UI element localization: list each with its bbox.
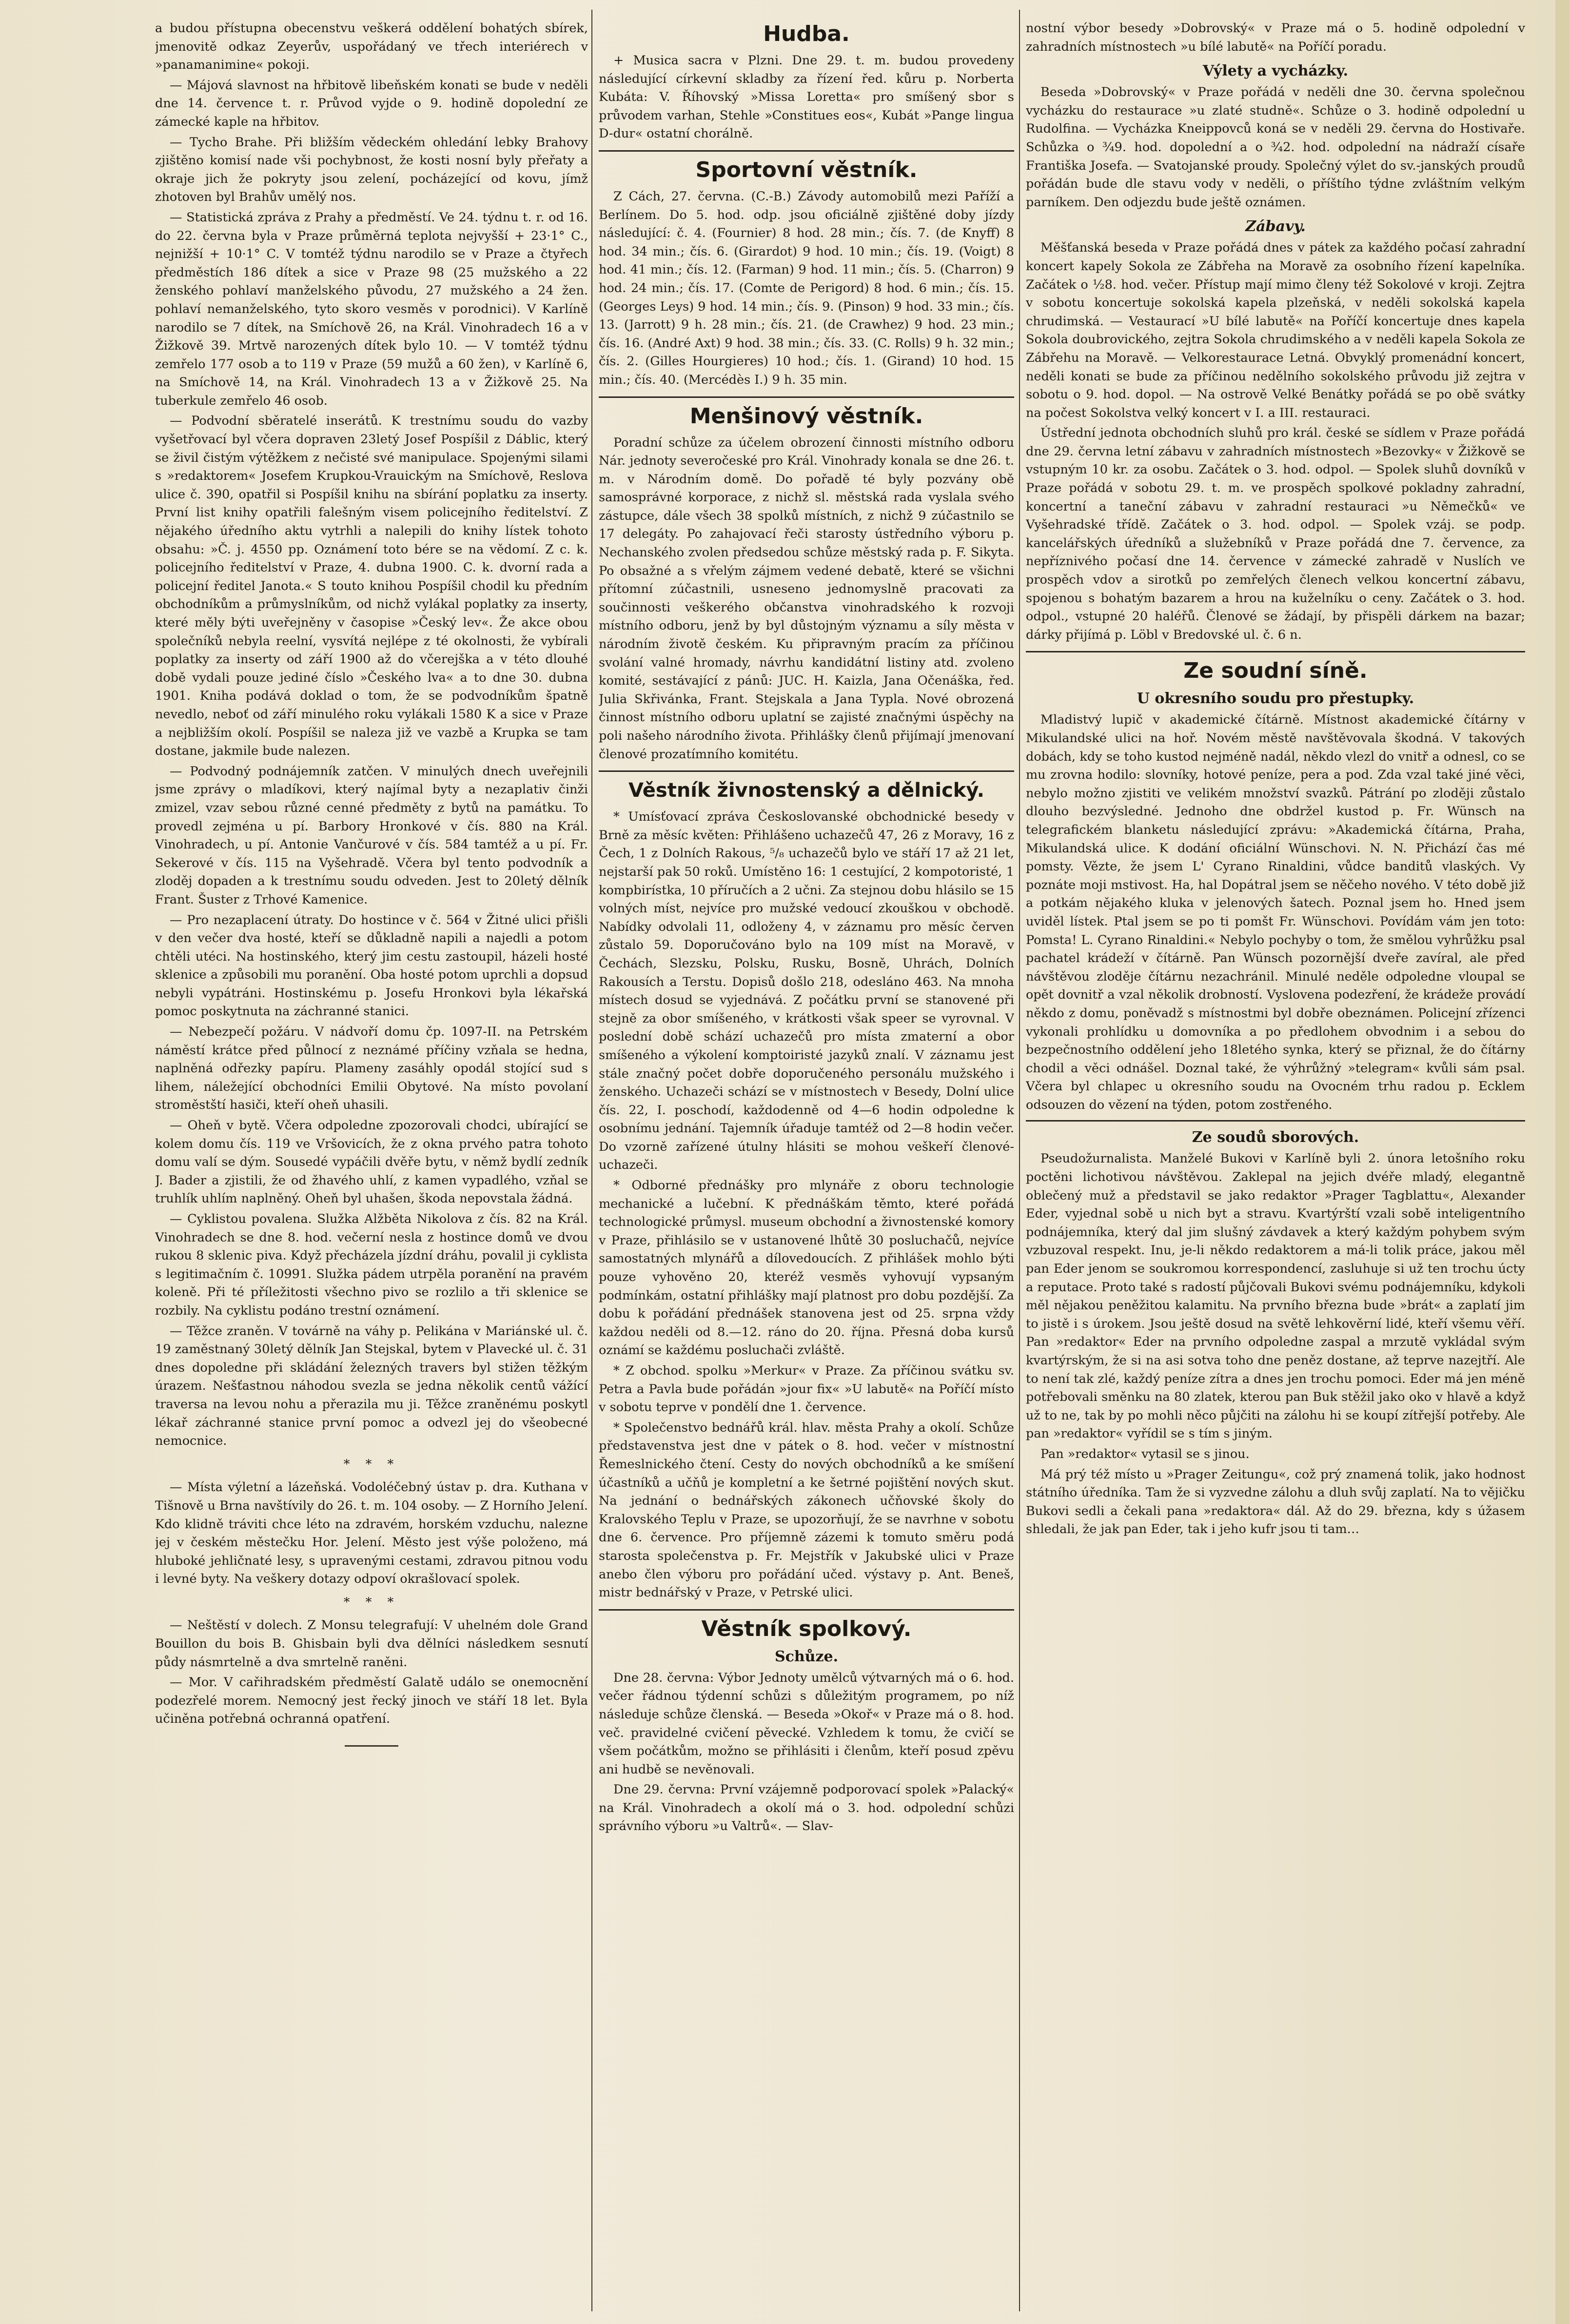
section-heading-sport: Sportovní věstník. [599, 150, 1014, 185]
article-paragraph: nostní výbor besedy »Dobrovský« v Praze má o 5. hodině odpolední v zahradních místnostech »u bílé labutě« na Poříčí poradu. [1026, 21, 1525, 54]
article-mor: — Mor. V cařihradském předměstí Galatě událo se onemocnění podezřelé morem. Nemocný jest řecký jinoch ve stáří 18 let. Byla učiněna potřebná ochranná opatření. [155, 1675, 588, 1727]
section-heading-spolkovy: Věstník spolkový. [599, 1609, 1014, 1644]
article-mestanska-beseda: Měšťanská beseda v Praze pořádá dnes v pátek za každého počasí zahradní koncert kapely Sokola ze Zábřeha na Moravě za osobního řízení kapelníka. Začátek o ¹⁄₂8. hod. večer. Přístup mají mimo členy též Sokolové v kroji. Zejtra v sobotu koncertuje sokolská kapela plzeňská, v neděli sokolská kapela chrudimská. — Vestaurací »U bílé labutě« na Poříčí koncertuje dnes kapela Sokola doubrovického, zejtra Sokola chrudimského a v neděli kapela Sokola ze Zábřehu na Moravě. — Velkorestaurace Letná. Obvyklý promenádní koncert, neděli konati se bude za příčinou nedělního sokolského průvodu již zejtra v sobotu o 9. hod. dopol. — Na ostrově Velké Benátky pořádá se po obě svátky na počest Sokolstva velký koncert v I. a III. restauraci. [1026, 240, 1525, 420]
section-rule [1026, 1120, 1525, 1122]
article-paragraph: Pan »redaktor« vytasil se s jinou. [1040, 1446, 1250, 1461]
article-schuze-29: Dne 29. června: První vzájemně podporovací spolek »Palacký« na Král. Vinohradech a okolí má o 3. hod. odpolední schůzi správního výboru »u Valtrů«. — Slav- [599, 1782, 1014, 1834]
article-cyklista: — Cyklistou povalena. Služka Alžběta Nikolova z čís. 82 na Král. Vinohradech se dne 8. hod. večerní nesla z hostince domů ve dvou rukou 8 sklenic piva. Když přecházela jízdní dráhu, povalil ji cyklista s legitimačním č. 10991. Služka pádem utrpěla poranění na pravém koleně. Při té příležitosti všechno pivo se rozlilo a tři sklenice se rozbily. Na cyklistu podáno trestní oznámení. [155, 1212, 588, 1318]
column-rule-1 [591, 10, 592, 2311]
article-tezce-zranen: — Těžce zraněn. V továrně na váhy p. Pelikána v Mariánské ul. č. 19 zaměstnaný 30letý dělník Jan Stejskal, bytem v Plavecké ul. č. 31 dnes dopoledne při skládání železných travers byl stižen těžkým úrazem. Nešťastnou náhodou svezla se jedna několik centů vážící traversa na levou nohu a přerazila mu ji. Těžce zraněnému poskytl lékař záchranné stanice první pomoc a odvezl jej do všeobecné nemocnice. [155, 1323, 588, 1449]
section-divider: * * * [343, 1457, 400, 1472]
article-vylety: Beseda »Dobrovský« v Praze pořádá v neděli dne 30. června společnou vycházku do restaurace »u zlaté studně«. Schůze o 3. hodině odpolední u Rudolfina. — Vycházka Kneippovců koná se v neděli 29. června do Hostivaře. Schůzka o ³⁄₄9. hod. dopolední a o ³⁄₄2. hod. odpolední na nádraží císaře Františka Josefa. — Svatojanské proudy. Společný výlet do sv.-janských proudů pořádán bude dle stavu vody v neděli, o příštího týdne zvláštním velkým parníkem. Den odjezdu bude ještě oznámen. [1026, 85, 1525, 210]
article-ustredni-jednota: Ústřední jednota obchodních sluhů pro král. české se sídlem v Praze pořádá dne 29. června letní zábavu v zahradních místnostech »Bezovky« v Žižkově se vstupným 10 kr. za osobu. Začátek o 3. hod. odpol. — Spolek sluhů dovníků v Praze pořádá v sobotu 29. t. m. ve prospěch spolkové pokladny zahradní, koncertní a taneční zábavu v zahradní restauraci »u Němečků« ve Vyšehradské třídě. Začátek o 3. hod. odpol. — Spolek vzáj. se podp. kancelářských úředníků a služebníků v Praze pořádá dne 7. července, za nepříznivého počasí dne 14. července v zámecké zahradě v Nuslích ve prospěch vdov a sirotků po zemřelých členech velkou koncertní zábavu, spojenou s bohatým bazarem a hrou na kuželníku o ceny. Začátek o 3. hod. odpol., vstupné 20 haléřů. Členové se žádají, by přispěli dárkem na bazar; dárky přijímá p. Löbl v Bredovské ul. č. 6 n. [1026, 426, 1525, 642]
subheading-vylety: Výlety a vycházky. [1202, 62, 1349, 80]
section-heading-soudni-sin: Ze soudní síně. [1026, 651, 1525, 686]
article-mladistvy-lupic: Mladistvý lupič v akademické čítárně. Místnost akademické čítárny v Mikulandské ulici na hoř. Novém městě navštěvovala škodná. V takových dobách, kdy se toho kustod nejméně nadál, někdo vlezl do vnitř a odnesl, co se mu zrovna hodilo: slovníky, hotové peníze, pera a pod. Zda vzal také jiné věci, nebylo možno zjistiti ve velikém množství svazků. Pátrání po zloději zůstalo dlouho bezvýsledné. Jednoho dne obdržel kustod p. Fr. Wünsch na telegrafickém blanketu následující zprávu: »Akademická čítárna, Praha, Mikulandská ulice. K dodání oficiální Wünschovi. N. N. Přichází čas mé pomsty. Vězte, že jsem L' Cyrano Rinaldini, vůdce banditů vlaských. Vy poznáte moji mstivost. Ha, hal Dopátral jsem se něčeho nového. V této době již a potkám nějakého kluka v jelenových šatech. Poznal jsem ho. Hned jsem uviděl lístek. Ptal jsem se po ti pomšt Fr. Wünschovi. Povídám vám jen toto: Pomsta! L. Cyrano Rinaldini.« Nebylo pochyby o tom, že smělou vyhrůžku psal pachatel krádeží v čítárně. Pan Wünsch pozornější dveře zavíral, ale před návštěvou zloděje čítárnu nezachránil. Minulé neděle odpoledne vloupal se opět dovnitř a vzal několik drobností. Vyslovena podezření, že krádeže provádí někdo z domu, poněvadž s místnostmi byl dobře obeznámen. Policejní zřízenci vykonali prohlídku u domovníka a po předlohem obvodnim i a sebou do bezpečnostního oddělení jeho 18letého synka, který se přiznal, že do čítárny chodil a věci odnášel. Doznal také, že výhrůžný »telegram« kvůli sám psal. Včera byl chlapec u okresního soudu na Ovocném trhu radou p. Ecklem odsouzen do vězení na týden, potom zostřeného. [1026, 712, 1525, 1112]
article-musica-sacra: + Musica sacra v Plzni. Dne 29. t. m. budou provedeny následující církevní skladby za řízení řed. kůru p. Norberta Kubáta: V. Říhovský »Missa Loretta« pro smíšený sbor s průvodem varhan, Stehle »Constitues eos«, Kubát »Pange lingua D-dur« ostatní chorálně. [599, 53, 1014, 141]
article-podnajemnik: — Podvodný podnájemník zatčen. V minulých dnech uveřejnili jsme zprávy o mladíkovi, který najímal byty a nezaplativ činži zmizel, vzav sebou různé cenné předměty z bytů na památku. To provedl zejména u pí. Barbory Hronkové v čís. 880 na Král. Vinohradech, u pí. Antonie Vančurové v čís. 584 tamtéž a u pí. Fr. Sekerové v čís. 115 na Vyšehradě. Včera byl tento podvodník a zloděj dopaden a k trestnímu soudu odveden. Jest to 20letý dělník Frant. Šuster z Trhové Kamenice. [155, 764, 588, 907]
page-edge [1555, 0, 1569, 2324]
section-heading-mensiny: Menšinový věstník. [599, 396, 1014, 431]
article-nestesti-v-dolech: — Neštěstí v dolech. Z Monsu telegrafují: V uhelném dole Grand Bouillon du bois B. Ghisbain byli dva dělníci následkem sesnutí půdy násmrtelně a dva smrtelně raněni. [155, 1618, 588, 1670]
subheading-zabavy: Zábavy. [1245, 218, 1306, 236]
article-umistovaci-zprava: * Umísťovací zpráva Českoslovanské obchodnické besedy v Brně za měsíc květen: Přihlášeno uchazečů 47, 26 z Moravy, 16 z Čech, 1 z Dolních Rakous, ⁵/₈ uchazečů bylo ve stáří 17 až 21 let, nejstarší pak 50 roků. Umístěno 16: 1 cestující, 2 kompotoristé, 1 kompbirístka, 10 příručích a 2 učni. Za stejnou dobu hlásilo se 15 volných míst, nejvíce pro mužské vedoucí zkouškou v obchodě. Nabídky odvolali 11, odloženy 4, v záznamu pro měsíc červen zůstalo 59. Doporučováno bylo na 109 míst na Moravě, v Čechách, Slezsku, Polsku, Rusku, Bosně, Uhrách, Dolních Rakousích a Terstu. Dopisů došlo 218, odesláno 463. Na mnoha místech dosud se vyjednává. Z počátku první se stanovené při stejně za obor smíšeného, v krátkosti však speer se vyrovnal. V poslední době schází uchazečů pro místa zmaterní a obor smíšeného a výkolení komptoiristé jazyků znalí. V záznamu jest stále značný počet dobře doporučeného personálu mužského i ženského. Uchazeči schází se v místnostech v Besedy, Dolní ulice čís. 22, I. poschodí, každodenně od 4—6 hodin odpoledne k osobnímu jednání. Tajemník úřaduje tamtéž od 2—8 hodin večer. Do vzorně zařízené útulny hlásiti se mohou veškeří členové-uchazeči. [599, 809, 1014, 1173]
article-statistika: — Statistická zpráva z Prahy a předměstí. Ve 24. týdnu t. r. od 16. do 22. června byla v Praze průměrná teplota nejvyšší + 23·1° C., nejnižší + 10·1° C. V tomtéž týdnu narodilo se v Praze a čtyřech předměstích 186 dítek a sice v Praze 98 (25 mužského a 22 ženského pohlaví manželského původu, 27 mužského a 24 žen. pohlaví nemanželského, tyto skoro vesměs v porodnici). V Karlíně narodilo se 7 dítek, na Smíchově 26, na Král. Vinohradech 16 a v Žižkově 39. Mrtvě narozených dítek bylo 10. — V tomtéž týdnu zemřelo 177 osob a to 119 v Praze (59 mužů a 60 žen), v Karlíně 6, na Smíchově 14, na Král. Vinohradech 13 a v Žižkově 25. Na tuberkule zemřelo 46 osob. [155, 210, 588, 408]
end-rule [345, 1745, 398, 1747]
subheading-soudy-sborove: Ze soudů sborových. [1192, 1129, 1359, 1146]
article-schuze-28: Dne 28. června: Výbor Jednoty umělců výtvarných má o 6. hod. večer řádnou týdenní schůzi s důležitým programem, po níž následuje schůze členská. — Beseda »Okoř« v Praze má o 8. hod. več. pravidelné cvičení pěvecké. Vzhledem k tomu, že cvičí se všem počátkům, možno se přihlásiti i členům, kteří posud zpěvu ani hudbě se nevěnovali. [599, 1670, 1014, 1777]
article-nezaplaceni-utraty: — Pro nezaplacení útraty. Do hostince v č. 564 v Žitné ulici přišli v den večer dva hosté, kteří se důkladně napili a najedli a potom chtěli utéci. Na hostinského, který jim cestu zastoupil, házeli hosté sklenice a způsobili mu poranění. Oba hosté potom uprchli a dopsud nebyli vypátráni. Hostinskému p. Josefu Hronkovi byla lékařská pomoc poskytnuta na záchranné stanici. [155, 912, 588, 1019]
article-merkur: * Z obchod. spolku »Merkur« v Praze. Za příčinou svátku sv. Petra a Pavla bude pořádán »jour fix« »U labutě« na Poříčí místo v sobotu teprve v pondělí dne 1. července. [599, 1363, 1014, 1415]
subheading-schuze: Schůze. [774, 1648, 839, 1665]
subheading-okresni-soud: U okresního soudu pro přestupky. [1137, 690, 1414, 708]
article-zavody-automobilu: Z Cách, 27. června. (C.-B.) Závody automobilů mezi Paříží a Berlínem. Do 5. hod. odp. jsou oficiálně zjištěné doby jízdy následující: č. 4. (Fournier) 8 hod. 28 min.; čís. 7. (de Knyff) 8 hod. 34 min.; čís. 6. (Girardot) 9 hod. 10 min.; čís. 19. (Voigt) 8 hod. 41 min.; čís. 12. (Farman) 9 hod. 11 min.; čís. 5. (Charron) 9 hod. 24 min.; čís. 17. (Comte de Perigord) 8 hod. 6 min.; čís. 15. (Georges Leys) 9 hod. 14 min.; čís. 9. (Pinson) 9 hod. 33 min.; čís. 13. (Jarrott) 9 h. 28 min.; čís. 21. (de Crawhez) 9 hod. 23 min.; čís. 16. (André Axt) 9 hod. 38 min.; čís. 33. (C. Rolls) 9 h. 32 min.; čís. 2. (Gilles Hourgieres) 10 hod.; čís. 1. (Girand) 10 hod. 15 min.; čís. 40. (Mercédès I.) 9 h. 35 min. [599, 189, 1014, 387]
article-tycho-brahe: — Tycho Brahe. Při bližším vědeckém ohledání lebky Brahovy zjištěno komisí nade vši pochybnost, že kosti nosní byly přeřaty a okraje jich že pokryty jsou zelení, pocházející od kovu, jímž zhotoven byl Brahův umělý nos. [155, 135, 588, 205]
section-divider: * * * [343, 1595, 400, 1610]
column-left [155, 20, 588, 2311]
article-odborne-prednasky: * Odborné přednášky pro mlynáře z oboru technologie mechanické a lučební. K přednáškám těmto, které pořádá technologické průmysl. museum obchodní a živnostenské komory v Praze, přihlásilo se v ustanovené lhůtě 30 posluchačů, nejvíce samostatných mlynářů a dílovedoucích. Z přihlášek mohlo býti pouze vyhověno 20, kteréž vesměs vyhovují vypsaným podmínkám, ostatní přihlášky mají platnost pro dobu pozdější. Za dobu k pořádání přednášek stanovena jest od 25. srpna vždy každou neděli od 8.—12. ráno do 20. října. Přesná doba kursů oznámí se každému posluchači zvláště. [599, 1178, 1014, 1358]
column-middle [599, 20, 1014, 2311]
article-nebezpeci-pozaru: — Nebezpečí požáru. V nádvoří domu čp. 1097-II. na Petrském náměstí krátce před půlnocí z neznámé příčiny vzňala se hedna, naplněná odřezky papíru. Plameny zasáhly opodál stojící sud s lihem, náležející obchodníci Emilii Obytové. Na místo povolaní stroměstští hasiči, kteří oheň uhasili. [155, 1024, 588, 1113]
article-ohen-v-byte: — Oheň v bytě. Včera odpoledne zpozorovali chodci, ubírající se kolem domu čís. 119 ve Vršovicích, že z okna prvého patra tohoto domu valí se dým. Sousedé vypáčili dvěře bytu, v němž bydlí zedník J. Bader a zjistili, že od žhavého uhlí, z kamen vypadlého, vzňal se truhlík uhlím naplněný. Oheň byl uhašen, škoda nepovstala žádná. [155, 1118, 588, 1206]
article-poradni-schuze: Poradní schůze za účelem obrození činnosti místního odboru Nár. jednoty severočeské pro Král. Vinohrady konala se dne 26. t. m. v Národním domě. Do pořadě té byly pozvány obě samosprávné korporace, z nichž sl. městská rada vyslala svého zástupce, dále všech 38 spolků místních, z nichž 9 zúčastnilo se 17 delegáty. Po zahajovací řeči starosty ústředního výboru p. Nechanského zvolen předsedou schůze městský rada p. F. Sikyta. Po obsažné a s vřelým zájmem vedené debatě, které se všichni přítomní zúčastnili, usneseno jednomyslně pracovati za součinnosti veškerého občanstva vinohradského k rozvoji místního odboru, jenž by byl důstojným významu a síly města v národním životě českém. Ku připravným pracím za příčinou svolání valné hromady, návrhu kandidátní listiny atd. zvoleno komité, sestávající z pánů: JUC. H. Kaizla, Jana Očenáška, řed. Julia Skřivánka, Frant. Stejskala a Jana Typla. Nové obrozená činnost místního odboru uplatní se zajisté značnými úspěchy na poli našeho národního života. Přihlášky členů přijímají jmenovaní členové prozatímního komitétu. [599, 435, 1014, 762]
article-podvodni-sberatele: — Podvodní sběratelé inserátů. K trestnímu soudu do vazby vyšetřovací byl včera dopraven 23letý Josef Pospíšil z Dáblic, který se živil čistým výtěžkem z nečisté své manipulace. Spojenými silami s »redaktorem« Josefem Krupkou-Vrauickým na Smíchově, Reslova ulice č. 390, opatřil si Pospíšil knihu na sbírání poplatku za inserty. První list knihy opatřili falešným visem policejního ředitelství. Z nějakého úředního aktu vytrhli a nalepili do knihy lístek tohoto obsahu: »Č. j. 4550 pp. Oznámení toto bére se na vědomí. Z c. k. policejního ředitelství v Praze, 4. dubna 1900. C. k. dvorní rada a policejní ředitel Janota.« S touto knihou Pospíšil chodil ku předním obchodníkům a průmyslníkům, od nichž vylákal poplatky za inserty, které měly býti uveřejněny v časopise »Český lev«. Že akce obou společníků nebyla reelní, vysvítá nejlépe z té okolnosti, že vybírali poplatky za inserty od září 1900 až do včerejška a v této dlouhé době vydali pouze jediné číslo »Českého lva« a to dne 30. dubna 1901. Kniha podává doklad o tom, že se podvodníkům špatně nevedlo, neboť od září minulého roku vylákali 1580 K a sice v Praze a nejbližším okolí. Pospíšil se naleza již ve vazbě a Krupka se tam dostane, jakmile bude nalezen. [155, 414, 588, 759]
article-pseudozurnalista: Pseudožurnalista. Manželé Bukovi v Karlíně byli 2. února letošního roku poctěni lichotivou návštěvou. Zaklepal na jejich dvéře mladý, elegantně oblečený muž a představil se jako redaktor »Prager Tagblattu«, Alexander Eder, vyjednal sobě u nich byt a stravu. Kvartýrští vzali sobě inteligentního podnájemníka, který dal jim slušný závdavek a který každým pohybem svým vzbuzoval respekt. Inu, je-li někdo redaktorem a má-li tolik práce, jakou měl pan Eder jenom se soukromou korrespondencí, zasluhuje si už ten trochu úcty a reputace. Proto také s radostí půjčovali Bukovi svému podnájemníku, kdykoli měl nějakou peněžitou kalamitu. Na prvního března bude »brát« a zaplatí jim to jistě i s úrokem. Jsou ještě dosud na světě lehkověrní lidé, kteří všemu věří. Pan »redaktor« Eder na prvního odpoledne zaspal a mrzutě vykládal svým kvartýrským, že si na asi sotva toho dne peněz dostane, až teprve nazejtří. Ale to není tak zlé, každý peníze zítra a dnes jen trochu pomoci. Eder má jen méně potřebovali směnku na 80 zlatek, kterou pan Buk stěžil jako oko v hlavě a když už to ne, tak by po mohli něco půjčiti na zálohu hi se koupí zítřejší potřeby. Ale pan »redaktor« vyřídil se s tím s jiným. [1026, 1151, 1525, 1441]
article-majova-slavnost: — Májová slavnost na hřbitově libeňském konati se bude v neděli dne 14. července t. r. Průvod vyjde o 9. hodině dopolední ze zámecké kaple na hřbitov. [155, 78, 588, 129]
column-rule-2 [1019, 10, 1020, 2311]
article-paragraph: Má prý též místo u »Prager Zeitungu«, což prý znamená tolik, jako hodnost státního úředníka. Tam že si vyzvedne zálohu a dluh svůj zaplatí. Na to vějičku Bukovi sedli a čekali pana »redaktora« dál. Až do 29. března, kdy s úžasem shledali, že jak pan Eder, tak i jeho kufr jsou ti tam… [1026, 1467, 1525, 1537]
section-heading-hudba: Hudba. [763, 21, 850, 46]
section-heading-zivnostensky: Věstník živnostenský a dělnický. [599, 770, 1014, 805]
article-mista-vyletni: — Místa výletní a lázeňská. Vodoléčebný ústav p. dra. Kuthana v Tišnově u Brna navštívily do 26. t. m. 104 osoby. — Z Horního Jelení. Kdo klidně tráviti chce léto na zdravém, horském vzduchu, nalezne jej v českém městečku Hor. Jelení. Město jest výše položeno, má hluboké jehličnaté lesy, s upravenými cestami, zdravou pitnou vodu i levné byty. Na veškery dotazy odpoví okrašlovací spolek. [155, 1480, 588, 1587]
article-paragraph: a budou přístupna obecenstvu veškerá oddělení bohatých sbírek, jmenovitě odkaz Zeyerův, uspořádaný ve třech interiérech v »panamanimine« pokoji. [155, 21, 588, 73]
article-bednari: * Společenstvo bednářů král. hlav. města Prahy a okolí. Schůze představenstva jest dne v pátek o 8. hod. večer v místnostní Řemeslnického čtení. Cesty do nových obchodníků a ke smíšení účastníků a učňů je kompletní a ke šetrné pojištění nových skut. Na jednání o bednářských zákonech učňovské školy do Kralovského Teplu v Praze, se upozorňují, že se navrhne v sobotu dne 6. července. Pro příjemně zázemi k tomuto směru podá starosta společenstva p. Fr. Mejstřík v Jakubské ulici v Praze anebo člen výboru pro pořádání učed. výstavy p. Ant. Beneš, mistr bednářský v Praze, v Petrské ulici. [599, 1420, 1014, 1600]
column-right [1026, 20, 1525, 2311]
